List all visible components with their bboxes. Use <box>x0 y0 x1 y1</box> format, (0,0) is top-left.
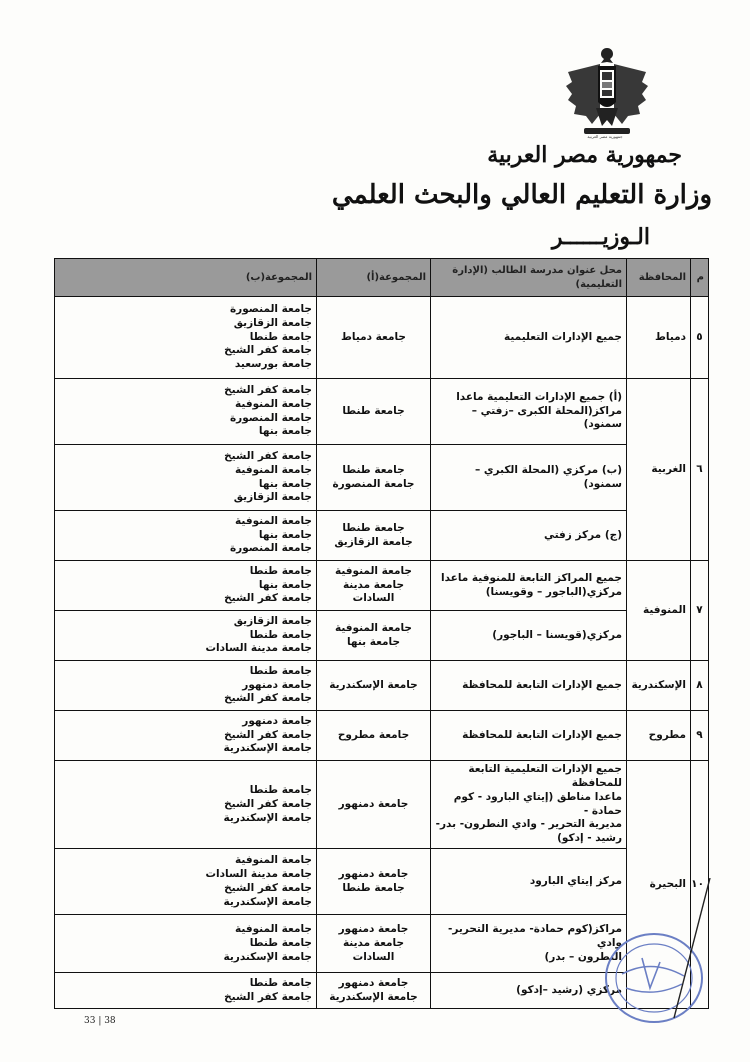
governorate-cell: دمياط <box>627 297 691 379</box>
group-b-line: جامعة المنوفية <box>235 397 312 410</box>
group-b-line: جامعة مدينة السادات <box>205 642 312 655</box>
area-line: مراكز(كوم حمادة- مديرية التحرير- وادي <box>447 922 622 949</box>
group-a-line: جامعة مدينة السادات <box>342 578 405 605</box>
group-b-line: جامعة كفر الشيخ <box>224 592 312 605</box>
group-a-cell <box>317 297 431 379</box>
eagle-emblem-icon <box>562 42 652 147</box>
area-line: مركزي(قويسنا – الباجور) <box>492 628 622 641</box>
group-b-line: جامعة طنطا <box>249 330 312 343</box>
area-line: ماعدا مناطق (إيتاي البارود - كوم حمادة - <box>453 790 622 817</box>
table-row <box>55 297 709 379</box>
group-a-cell <box>317 561 431 611</box>
group-a-line: جامعة طنطا <box>342 881 405 894</box>
group-b-line: جامعة الزقازيق <box>233 316 312 329</box>
group-b-line: جامعة كفر الشيخ <box>224 692 312 705</box>
row-number: ٨ <box>691 661 709 711</box>
group-a-cell <box>317 849 431 915</box>
group-b-line: جامعة المنصورة <box>229 302 312 315</box>
group-b-line: جامعة بنها <box>258 578 312 591</box>
area-line: مراكز(المحلة الكبرى –زفتي – <box>471 404 622 417</box>
table-row <box>55 445 709 511</box>
group-b-cell <box>55 511 317 561</box>
row-number: ٥ <box>691 297 709 379</box>
row-number: ٦ <box>691 379 709 561</box>
group-b-line: جامعة كفر الشيخ <box>224 383 312 396</box>
group-b-line: جامعة مدينة السادات <box>205 867 312 880</box>
group-b-line: جامعة بنها <box>258 528 312 541</box>
official-stamp-icon <box>592 878 722 1028</box>
area-line: جميع الإدارات التعليمية <box>504 330 622 343</box>
group-b-line: جامعة طنطا <box>249 976 312 989</box>
group-a-line: جامعة طنطا <box>342 404 405 417</box>
group-b-line: جامعة المنصورة <box>229 542 312 555</box>
group-b-cell <box>55 661 317 711</box>
area-cell <box>431 511 627 561</box>
group-b-line: جامعة كفر الشيخ <box>224 797 312 810</box>
group-a-line: جامعة دمياط <box>341 330 406 343</box>
group-b-line: جامعة المنوفية <box>235 463 312 476</box>
area-line: سمنود) <box>583 477 622 490</box>
group-b-line: جامعة كفر الشيخ <box>224 344 312 357</box>
emblem-caption: جمهورية مصر العربية <box>587 134 623 139</box>
group-a-cell <box>317 611 431 661</box>
group-a-cell <box>317 711 431 761</box>
group-b-line: جامعة دمنهور <box>242 678 312 691</box>
group-b-line: جامعة الإسكندرية <box>223 895 312 908</box>
group-b-line: جامعة بنها <box>258 477 312 490</box>
group-b-line: جامعة المنوفية <box>235 922 312 935</box>
row-number: ١٠ <box>691 761 709 1009</box>
group-b-line: جامعة الزقازيق <box>233 614 312 627</box>
group-b-line: جامعة المنصورة <box>229 411 312 424</box>
country-name: جمهورية مصر العربية <box>487 142 682 168</box>
group-a-line: جامعة طنطا <box>342 521 405 534</box>
table-row <box>55 711 709 761</box>
area-line: (ب) مركزي (المحلة الكبري – <box>474 463 622 476</box>
group-b-cell <box>55 761 317 849</box>
area-line: رشيد - إدكو) <box>557 832 622 845</box>
table-row <box>55 511 709 561</box>
group-a-cell <box>317 661 431 711</box>
table-row <box>55 611 709 661</box>
group-b-cell <box>55 973 317 1009</box>
area-cell <box>431 561 627 611</box>
group-b-line: جامعة الزقازيق <box>233 491 312 504</box>
area-cell <box>431 661 627 711</box>
group-a-line: جامعة الزقازيق <box>334 535 413 548</box>
group-b-line: جامعة طنطا <box>249 936 312 949</box>
area-line: جميع المراكز التابعة للمنوفية ماعدا <box>441 571 622 584</box>
group-b-line: جامعة طنطا <box>249 783 312 796</box>
group-b-line: جامعة طنطا <box>249 564 312 577</box>
group-b-line: جامعة طنطا <box>249 664 312 677</box>
group-b-cell <box>55 561 317 611</box>
group-b-line: جامعة كفر الشيخ <box>224 728 312 741</box>
group-a-line: جامعة المنوفية <box>335 564 412 577</box>
group-b-cell <box>55 445 317 511</box>
group-a-line: جامعة بنها <box>346 635 401 648</box>
area-line: النطرون – بدر) <box>544 950 622 963</box>
group-b-line: جامعة بنها <box>258 425 312 438</box>
group-b-line: جامعة المنوفية <box>235 853 312 866</box>
group-a-cell <box>317 379 431 445</box>
area-cell <box>431 445 627 511</box>
group-b-line: جامعة طنطا <box>249 628 312 641</box>
table-row <box>55 761 709 849</box>
group-a-line: جامعة دمنهور <box>338 797 409 810</box>
group-a-line: جامعة المنوفية <box>335 621 412 634</box>
area-line: جميع الإدارات التابعة للمحافظة <box>462 678 622 691</box>
group-b-line: جامعة الإسكندرية <box>223 742 312 755</box>
table-row <box>55 661 709 711</box>
area-line: مركزي (رشيد –إدكو) <box>516 983 622 996</box>
area-line: مديرية التحرير - وادي النطرون- بدر- <box>435 818 622 831</box>
group-a-cell <box>317 445 431 511</box>
group-a-cell <box>317 915 431 973</box>
group-b-cell <box>55 297 317 379</box>
group-a-line: جامعة الإسكندرية <box>329 678 418 691</box>
governorate-cell: الإسكندرية <box>627 661 691 711</box>
group-a-cell <box>317 511 431 561</box>
group-b-line: جامعة كفر الشيخ <box>224 881 312 894</box>
area-line: (ج) مركز زفتي <box>544 528 622 541</box>
group-a-line: جامعة طنطا <box>342 463 405 476</box>
group-b-line: جامعة كفر الشيخ <box>224 990 312 1003</box>
governorate-cell: مطروح <box>627 711 691 761</box>
col-header-governorate: المحافظة <box>627 259 691 297</box>
col-header-group-b: المجموعة(ب) <box>55 259 317 297</box>
group-b-line: جامعة دمنهور <box>242 714 312 727</box>
governorate-cell: البحيرة <box>627 761 691 1009</box>
col-header-area: محل عنوان مدرسة الطالب (الإدارة التعليمية) <box>431 259 627 297</box>
row-number: ٩ <box>691 711 709 761</box>
group-b-cell <box>55 915 317 973</box>
col-header-number: م <box>691 259 709 297</box>
group-b-cell <box>55 849 317 915</box>
col-header-group-a: المجموعة(أ) <box>317 259 431 297</box>
table-row <box>55 561 709 611</box>
area-cell <box>431 711 627 761</box>
table-row <box>55 379 709 445</box>
area-cell <box>431 611 627 661</box>
group-a-line: جامعة المنصورة <box>332 477 415 490</box>
group-a-line: جامعة دمنهور <box>338 867 409 880</box>
area-cell <box>431 379 627 445</box>
group-b-line: جامعة كفر الشيخ <box>224 449 312 462</box>
minister-title: الـوزيــــــر <box>551 224 650 250</box>
area-cell <box>431 761 627 849</box>
area-line: جميع الإدارات التابعة للمحافظة <box>462 728 622 741</box>
area-cell <box>431 297 627 379</box>
page-number: 33 | 38 <box>84 1016 116 1026</box>
group-b-cell <box>55 711 317 761</box>
letterhead <box>331 30 712 250</box>
area-line: مركزي(الباجور – وقويسنا) <box>485 585 622 598</box>
group-a-line: جامعة دمنهور <box>338 976 409 989</box>
group-a-line: جامعة مطروح <box>337 728 410 741</box>
group-b-cell <box>55 611 317 661</box>
area-line: جميع الإدارات التعليمية التابعة للمحافظة <box>468 763 622 789</box>
table-header-row <box>55 259 709 297</box>
group-a-cell <box>317 973 431 1009</box>
group-b-line: جامعة الإسكندرية <box>223 811 312 824</box>
group-a-cell <box>317 761 431 849</box>
group-a-line: جامعة مدينة السادات <box>342 936 405 963</box>
row-number: ٧ <box>691 561 709 661</box>
group-a-line: جامعة الإسكندرية <box>329 990 418 1003</box>
area-line: (أ) جميع الإدارات التعليمية ماعدا <box>456 390 622 403</box>
group-a-line: جامعة دمنهور <box>338 922 409 935</box>
governorate-cell: الغربية <box>627 379 691 561</box>
group-b-cell <box>55 379 317 445</box>
group-b-line: جامعة المنوفية <box>235 514 312 527</box>
ministry-name: وزارة التعليم العالي والبحث العلمي <box>331 180 712 210</box>
group-b-line: جامعة الإسكندرية <box>223 950 312 963</box>
area-line: مركز إيتاي البارود <box>529 874 622 887</box>
group-b-line: جامعة بورسعيد <box>234 358 312 371</box>
governorate-cell: المنوفية <box>627 561 691 661</box>
area-line: سمنود) <box>583 418 622 431</box>
